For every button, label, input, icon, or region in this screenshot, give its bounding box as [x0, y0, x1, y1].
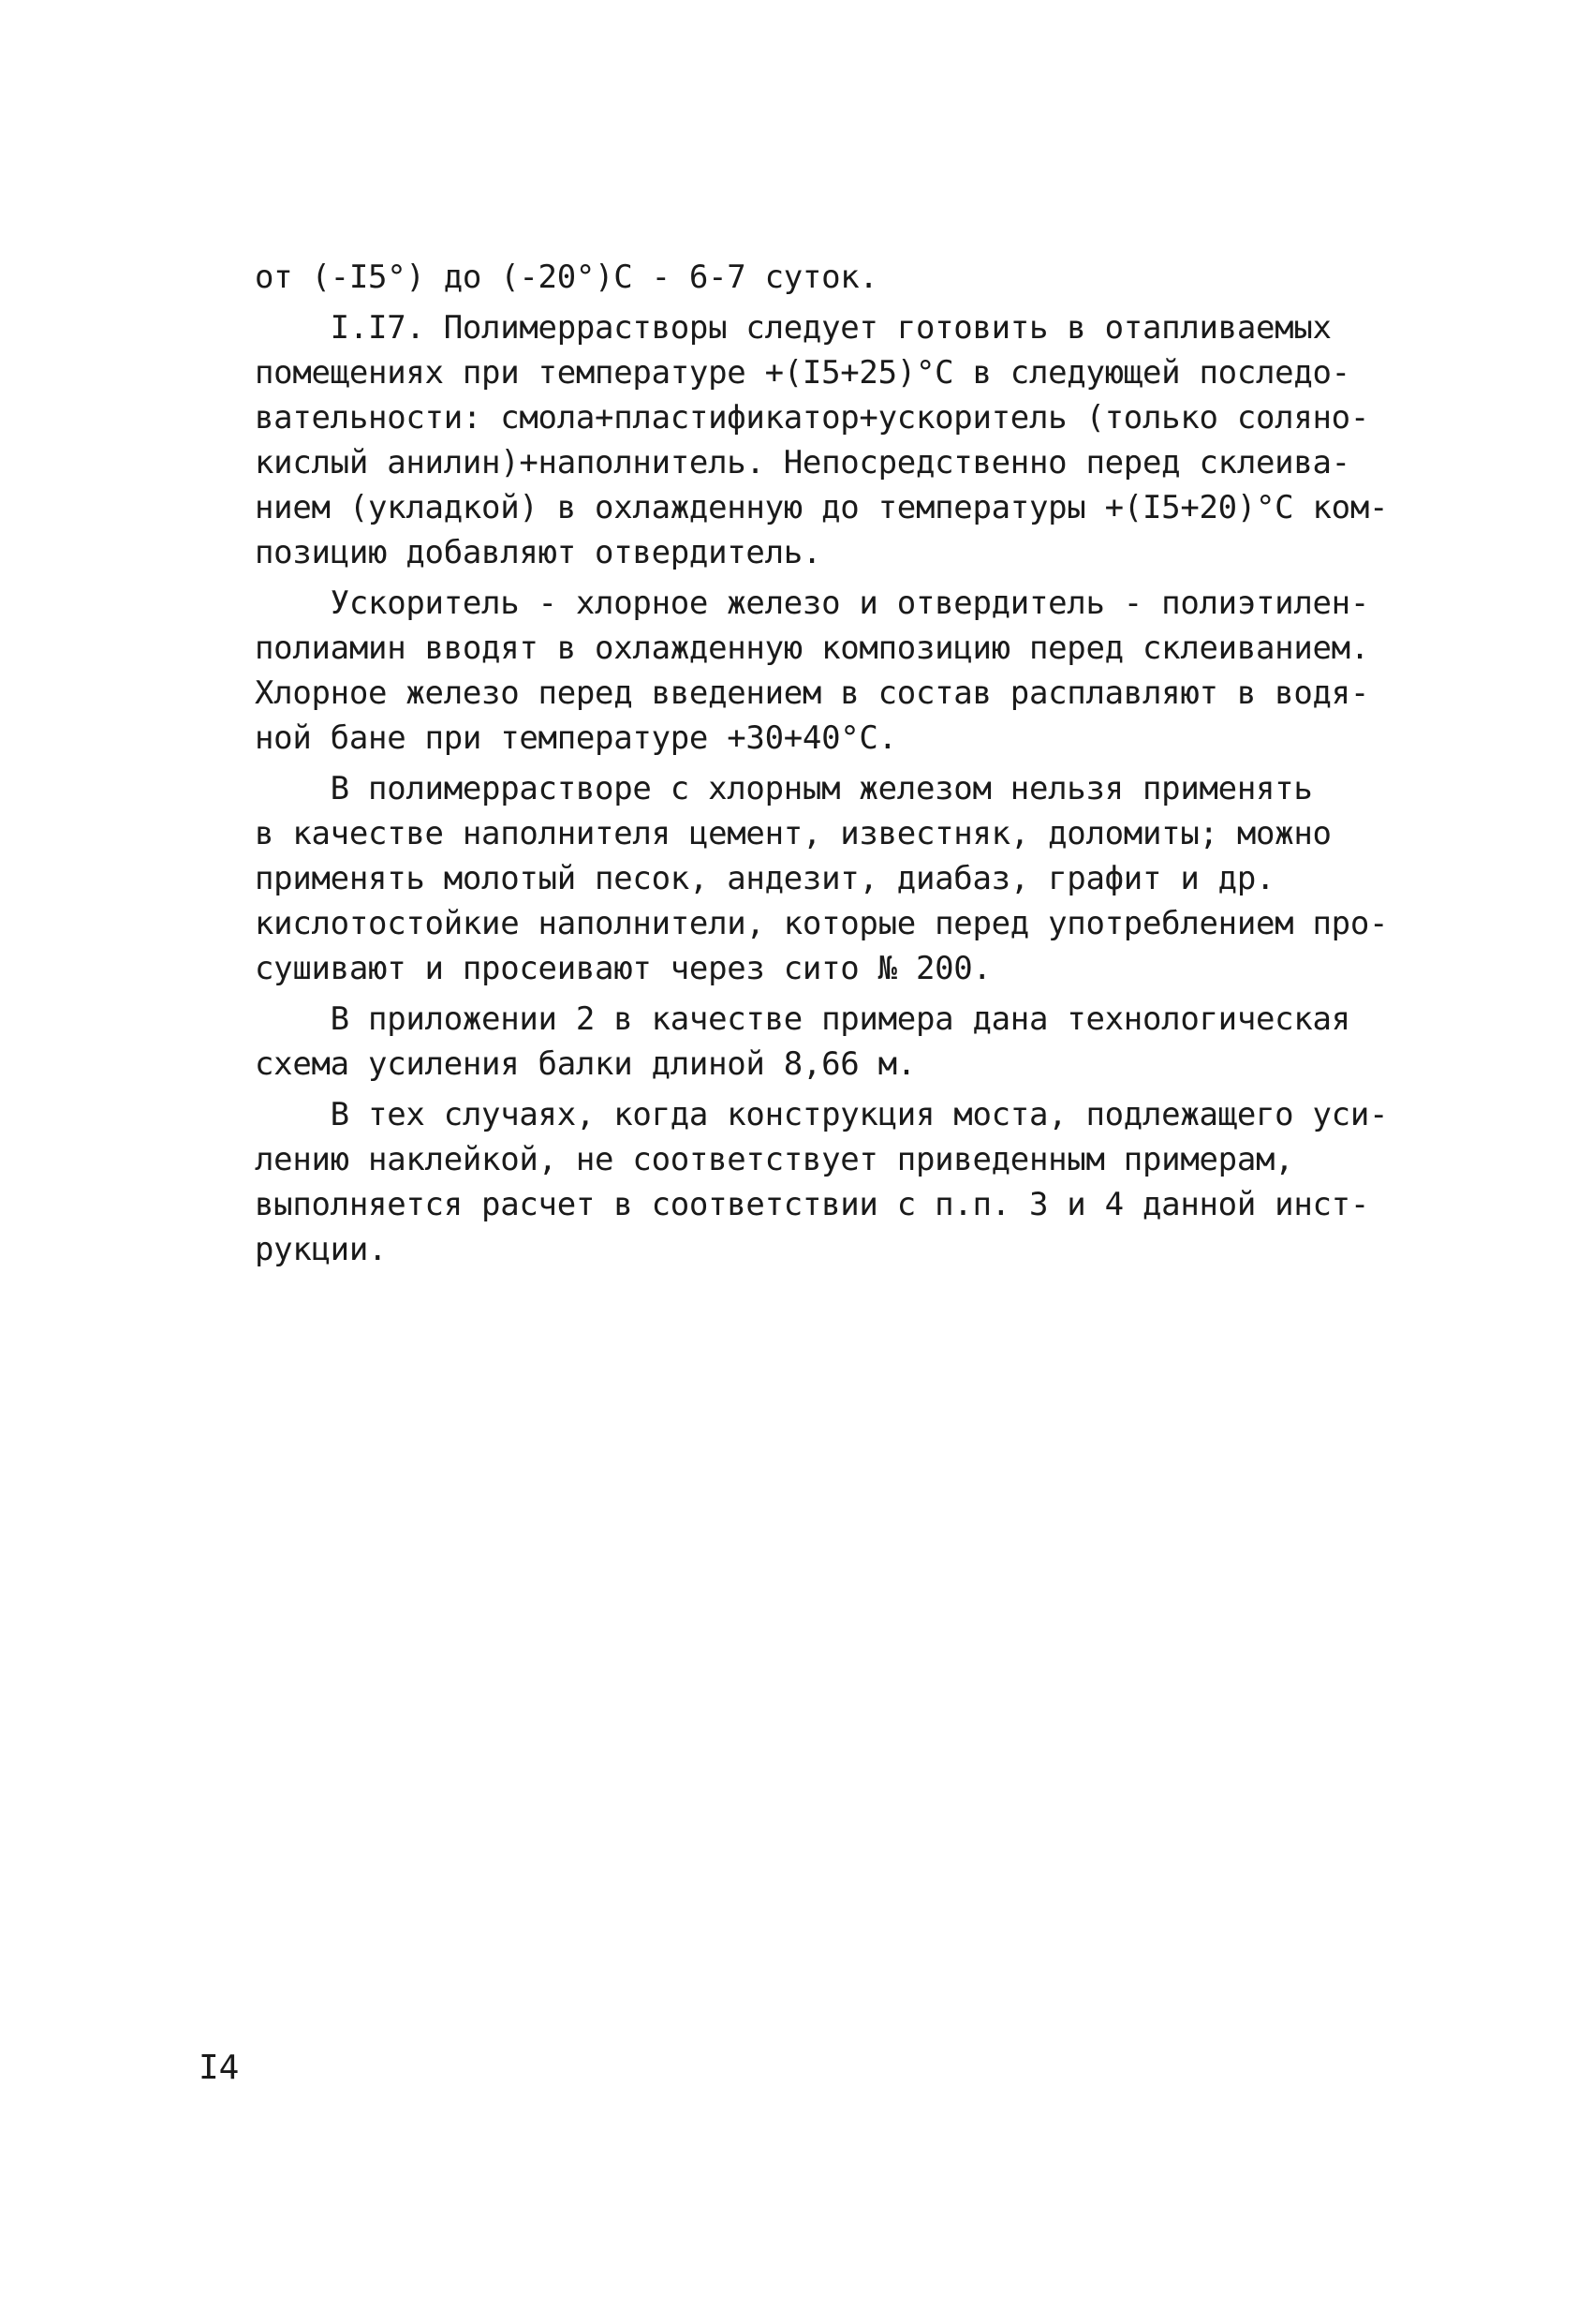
- paragraph-4: [255, 766, 1407, 991]
- text-line: применять молотый песок, андезит, диабаз, графит и др.: [255, 860, 1275, 897]
- paragraph-2: [255, 305, 1407, 575]
- text-line: Ускоритель - хлорное железо и отвердитель - полиэтилен-: [255, 585, 1370, 622]
- text-line: Хлорное железо перед введением в состав расплавляют в водя-: [255, 674, 1370, 712]
- text-line: В приложении 2 в качестве примера дана технологическая: [255, 1000, 1350, 1038]
- page-number: I4: [199, 2049, 240, 2087]
- text-line: позицию добавляют отвердитель.: [255, 534, 822, 571]
- text-line: схема усиления балки длиной 8,66 м.: [255, 1045, 916, 1083]
- text-line: кислотостойкие наполнители, которые перед употреблением про-: [255, 905, 1389, 942]
- text-line: в качестве наполнителя цемент, известняк, доломиты; можно: [255, 815, 1332, 852]
- paragraph-5: [255, 997, 1407, 1087]
- text-line: лению наклейкой, не соответствует приведенным примерам,: [255, 1141, 1294, 1178]
- paragraph-1: [255, 255, 1407, 300]
- paragraph-3: [255, 581, 1407, 761]
- text-line: ной бане при температуре +30+40°С.: [255, 719, 897, 757]
- text-line: В тех случаях, когда конструкция моста, подлежащего уси-: [255, 1096, 1389, 1133]
- text-line: от (-I5°) до (-20°)С - 6-7 суток.: [255, 259, 878, 296]
- text-line: рукции.: [255, 1231, 388, 1268]
- text-line: полиамин вводят в охлажденную композицию перед склеиванием.: [255, 629, 1370, 667]
- text-line: нием (укладкой) в охлажденную до температуры +(I5+20)°С ком-: [255, 489, 1389, 526]
- text-line: вательности: смола+пластификатор+ускоритель (только соляно-: [255, 399, 1370, 437]
- text-line: сушивают и просеивают через сито № 200.: [255, 950, 992, 987]
- text-line: В полимеррастворе с хлорным железом нельзя применять: [255, 770, 1313, 807]
- text-line: помещениях при температуре +(I5+25)°С в следующей последо-: [255, 354, 1350, 392]
- body-text: [255, 255, 1407, 1272]
- paragraph-6: [255, 1092, 1407, 1272]
- text-line: выполняется расчет в соответствии с п.п. 3 и 4 данной инст-: [255, 1186, 1370, 1223]
- text-line: I.I7. Полимеррастворы следует готовить в отапливаемых: [255, 309, 1332, 347]
- text-line: кислый анилин)+наполнитель. Непосредственно перед склеива-: [255, 444, 1350, 481]
